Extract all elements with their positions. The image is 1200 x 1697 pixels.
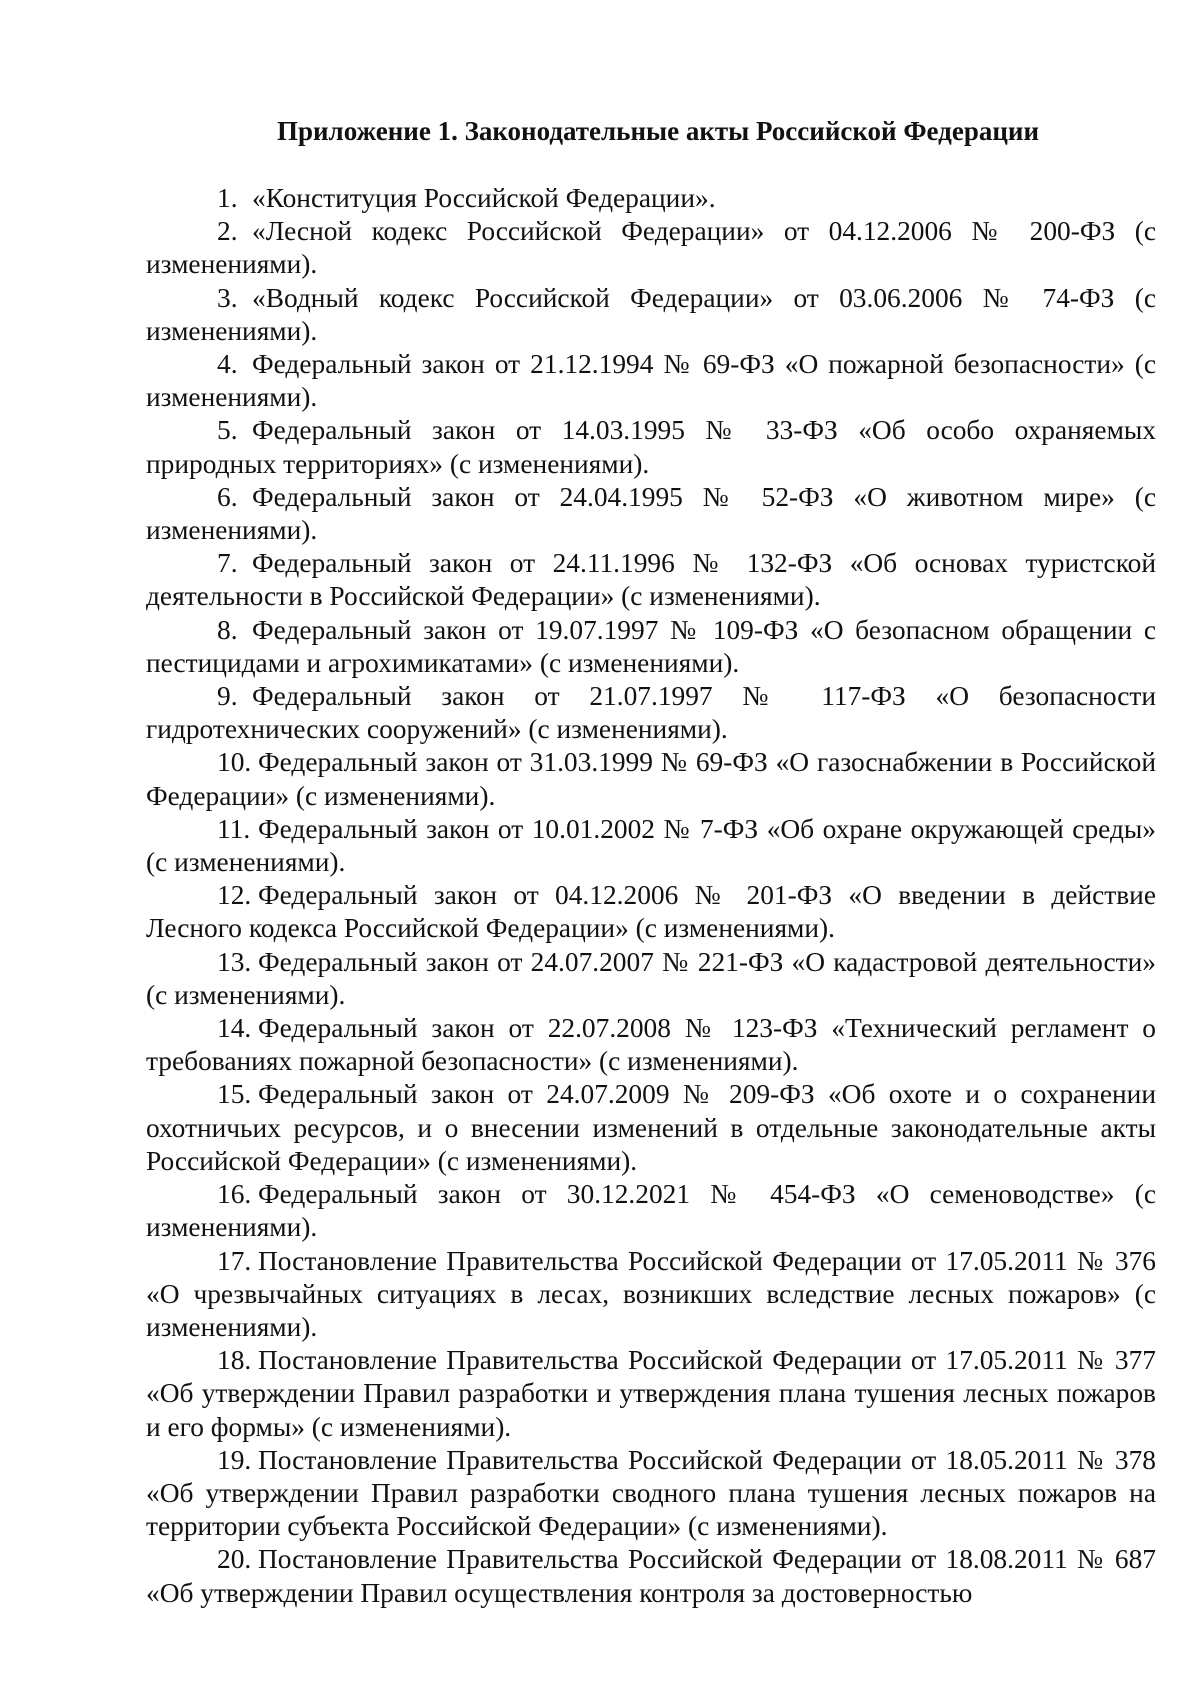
- list-item: [146, 282, 1156, 348]
- item-text: Федеральный закон от 24.11.1996 № 132-ФЗ «Об основах туристской деятельности в Российской Федерации» (с изменениями).: [146, 548, 1156, 612]
- item-number: 11.: [217, 813, 251, 844]
- item-text: «Водный кодекс Российской Федерации» от 03.06.2006 № 74-ФЗ (с изменениями).: [146, 282, 1156, 346]
- list-item: [146, 547, 1156, 613]
- item-text: «Лесной кодекс Российской Федерации» от 04.12.2006 № 200-ФЗ (с изменениями).: [146, 216, 1156, 280]
- item-text: «Конституция Российской Федерации».: [252, 183, 716, 213]
- list-item: [146, 680, 1156, 746]
- list-item: [146, 215, 1156, 281]
- item-number: 15.: [217, 1079, 252, 1110]
- list-item: [146, 879, 1156, 945]
- item-number: 2.: [217, 216, 238, 247]
- list-item: [146, 1245, 1156, 1345]
- list-item: [146, 614, 1156, 680]
- item-number: 10.: [217, 747, 252, 778]
- item-text: Федеральный закон от 14.03.1995 № 33-ФЗ «Об особо охраняемых природных территориях» (с изменениями).: [146, 415, 1156, 479]
- list-item: [146, 1543, 1156, 1609]
- list-item: [146, 348, 1156, 414]
- item-number: 6.: [217, 481, 238, 512]
- list-item: [146, 1078, 1156, 1178]
- list-item: [146, 1344, 1156, 1444]
- item-number: 14.: [217, 1013, 252, 1044]
- item-text: Федеральный закон от 30.12.2021 № 454-ФЗ «О семеноводстве» (с изменениями).: [146, 1179, 1156, 1243]
- item-number: 4.: [217, 349, 238, 380]
- item-text: Федеральный закон от 19.07.1997 № 109-ФЗ «О безопасном обращении с пестицидами и агрохимикатами» (с изменениями).: [146, 614, 1156, 678]
- list-item: [146, 813, 1156, 879]
- item-number: 16.: [217, 1179, 252, 1210]
- item-text: Федеральный закон от 04.12.2006 № 201-ФЗ «О введении в действие Лесного кодекса Российской Федерации» (с изменениями).: [146, 880, 1156, 944]
- item-text: Федеральный закон от 24.07.2007 № 221-ФЗ «О кадастровой деятельности» (с изменениями).: [146, 946, 1156, 1010]
- item-number: 13.: [217, 946, 252, 977]
- item-text: Федеральный закон от 10.01.2002 № 7-ФЗ «Об охране окружающей среды» (с изменениями).: [146, 813, 1156, 878]
- item-text: Постановление Правительства Российской Федерации от 18.05.2011 № 378 «Об утверждении Правил разработки сводного плана тушения лесных пожаров на территории субъекта Российской Федерации» (с изменениями).: [146, 1444, 1156, 1542]
- list-item: [146, 1012, 1156, 1078]
- list-item: [146, 946, 1156, 1012]
- page-title: Приложение 1. Законодательные акты Российской Федерации: [276, 116, 1040, 146]
- item-number: 5.: [217, 415, 238, 446]
- list-item: [146, 414, 1156, 480]
- item-number: 3.: [217, 282, 238, 313]
- list-item: [146, 746, 1156, 812]
- document-page: [146, 115, 1156, 1610]
- list-item: [146, 481, 1156, 547]
- item-number: 12.: [217, 880, 252, 911]
- item-text: Федеральный закон от 24.07.2009 № 209-ФЗ «Об охоте и о сохранении охотничьих ресурсов, и о внесении изменений в отдельные законодательные акты Российской Федерации» (с изменениями).: [146, 1079, 1156, 1176]
- list-item: [146, 182, 1156, 215]
- list-item: [146, 1444, 1156, 1544]
- item-number: 18.: [217, 1345, 252, 1376]
- item-text: Постановление Правительства Российской Федерации от 17.05.2011 № 376 «О чрезвычайных ситуациях в лесах, возникших вследствие лесных пожаров» (с изменениями).: [146, 1245, 1156, 1342]
- item-number: 20.: [217, 1544, 252, 1575]
- item-number: 1.: [217, 183, 238, 213]
- item-number: 17.: [217, 1245, 252, 1276]
- item-number: 7.: [217, 548, 238, 579]
- item-number: 19.: [217, 1444, 252, 1475]
- item-text: Федеральный закон от 21.07.1997 № 117-ФЗ «О безопасности гидротехнических сооружений» (с изменениями).: [146, 681, 1156, 745]
- item-text: Федеральный закон от 21.12.1994 № 69-ФЗ «О пожарной безопасности» (с изменениями).: [146, 349, 1156, 413]
- item-text: Федеральный закон от 31.03.1999 № 69-ФЗ «О газоснабжении в Российской Федерации» (с изменениями).: [146, 747, 1156, 811]
- item-text: Федеральный закон от 24.04.1995 № 52-ФЗ «О животном мире» (с изменениями).: [146, 481, 1156, 546]
- list-item: [146, 1178, 1156, 1244]
- item-text: Постановление Правительства Российской Федерации от 18.08.2011 № 687 «Об утверждении Правил осуществления контроля за достоверностью: [146, 1544, 1156, 1608]
- item-number: 8.: [217, 614, 238, 645]
- item-text: Постановление Правительства Российской Федерации от 17.05.2011 № 377 «Об утверждении Правил разработки и утверждения плана тушения лесных пожаров и его формы» (с изменениями).: [146, 1345, 1156, 1442]
- item-number: 9.: [217, 681, 238, 712]
- item-text: Федеральный закон от 22.07.2008 № 123-ФЗ «Технический регламент о требованиях пожарной безопасности» (с изменениями).: [146, 1013, 1156, 1077]
- law-list: [146, 182, 1156, 1610]
